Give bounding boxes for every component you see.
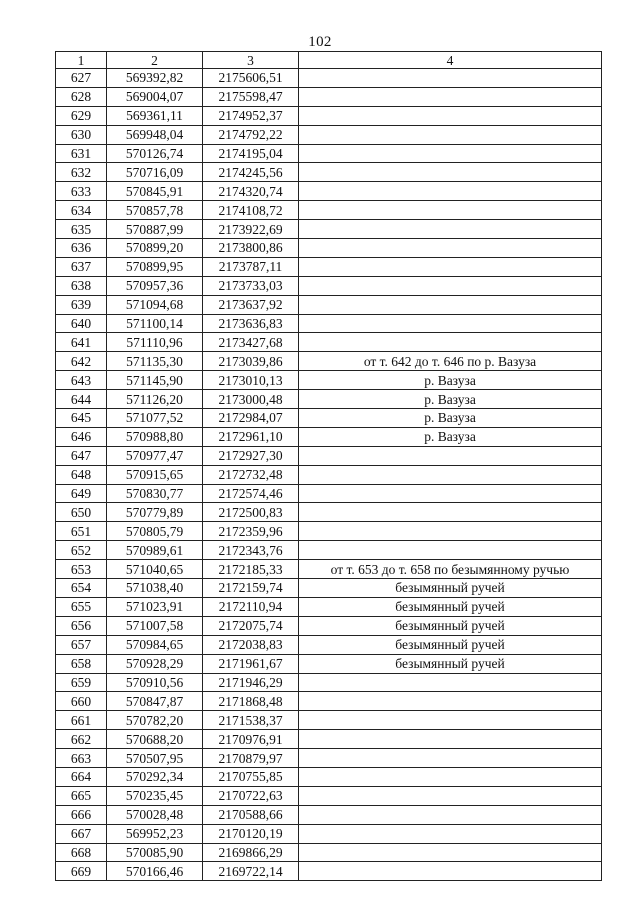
description-cell bbox=[299, 276, 602, 295]
description-cell: безымянный ручей bbox=[299, 635, 602, 654]
y-coordinate-cell: 2169866,29 bbox=[203, 843, 299, 862]
point-number-cell: 659 bbox=[56, 673, 107, 692]
x-coordinate-cell: 571100,14 bbox=[107, 314, 203, 333]
y-coordinate-cell: 2175598,47 bbox=[203, 87, 299, 106]
x-coordinate-cell: 570989,61 bbox=[107, 541, 203, 560]
table-row bbox=[56, 579, 602, 598]
x-coordinate-cell: 569948,04 bbox=[107, 125, 203, 144]
x-coordinate-cell: 570166,46 bbox=[107, 862, 203, 881]
description-cell: р. Вазуза bbox=[299, 427, 602, 446]
description-cell bbox=[299, 862, 602, 881]
table-row bbox=[56, 106, 602, 125]
y-coordinate-cell: 2173039,86 bbox=[203, 352, 299, 371]
table-row bbox=[56, 276, 602, 295]
x-coordinate-cell: 570085,90 bbox=[107, 843, 203, 862]
table-row bbox=[56, 125, 602, 144]
table-row bbox=[56, 805, 602, 824]
description-cell bbox=[299, 503, 602, 522]
x-coordinate-cell: 570857,78 bbox=[107, 201, 203, 220]
y-coordinate-cell: 2170120,19 bbox=[203, 824, 299, 843]
point-number-cell: 627 bbox=[56, 69, 107, 88]
description-cell bbox=[299, 333, 602, 352]
x-coordinate-cell: 570915,65 bbox=[107, 465, 203, 484]
point-number-cell: 657 bbox=[56, 635, 107, 654]
header-col-2: 2 bbox=[107, 52, 203, 69]
point-number-cell: 655 bbox=[56, 597, 107, 616]
description-cell bbox=[299, 220, 602, 239]
y-coordinate-cell: 2174320,74 bbox=[203, 182, 299, 201]
table-row bbox=[56, 767, 602, 786]
description-cell bbox=[299, 144, 602, 163]
description-cell bbox=[299, 824, 602, 843]
description-cell: р. Вазуза bbox=[299, 390, 602, 409]
y-coordinate-cell: 2172961,10 bbox=[203, 427, 299, 446]
y-coordinate-cell: 2171961,67 bbox=[203, 654, 299, 673]
y-coordinate-cell: 2174195,04 bbox=[203, 144, 299, 163]
description-cell bbox=[299, 749, 602, 768]
description-cell bbox=[299, 484, 602, 503]
point-number-cell: 648 bbox=[56, 465, 107, 484]
table-row bbox=[56, 182, 602, 201]
y-coordinate-cell: 2172159,74 bbox=[203, 579, 299, 598]
table-row bbox=[56, 541, 602, 560]
x-coordinate-cell: 571145,90 bbox=[107, 371, 203, 390]
page-number: 102 bbox=[308, 34, 332, 50]
point-number-cell: 667 bbox=[56, 824, 107, 843]
point-number-cell: 634 bbox=[56, 201, 107, 220]
point-number-cell: 640 bbox=[56, 314, 107, 333]
point-number-cell: 654 bbox=[56, 579, 107, 598]
description-cell: р. Вазуза bbox=[299, 371, 602, 390]
x-coordinate-cell: 570779,89 bbox=[107, 503, 203, 522]
point-number-cell: 629 bbox=[56, 106, 107, 125]
point-number-cell: 642 bbox=[56, 352, 107, 371]
x-coordinate-cell: 570847,87 bbox=[107, 692, 203, 711]
table-row bbox=[56, 503, 602, 522]
header-row bbox=[56, 52, 602, 69]
x-coordinate-cell: 571077,52 bbox=[107, 409, 203, 428]
table-row bbox=[56, 749, 602, 768]
point-number-cell: 638 bbox=[56, 276, 107, 295]
table-row bbox=[56, 786, 602, 805]
table-row bbox=[56, 69, 602, 88]
description-cell bbox=[299, 730, 602, 749]
table-header bbox=[56, 52, 602, 69]
description-cell: безымянный ручей bbox=[299, 597, 602, 616]
y-coordinate-cell: 2173800,86 bbox=[203, 239, 299, 258]
description-cell: безымянный ручей bbox=[299, 579, 602, 598]
x-coordinate-cell: 570716,09 bbox=[107, 163, 203, 182]
point-number-cell: 652 bbox=[56, 541, 107, 560]
x-coordinate-cell: 570845,91 bbox=[107, 182, 203, 201]
y-coordinate-cell: 2172500,83 bbox=[203, 503, 299, 522]
description-cell: безымянный ручей bbox=[299, 616, 602, 635]
table-row bbox=[56, 163, 602, 182]
point-number-cell: 664 bbox=[56, 767, 107, 786]
table-row bbox=[56, 333, 602, 352]
y-coordinate-cell: 2171946,29 bbox=[203, 673, 299, 692]
x-coordinate-cell: 570830,77 bbox=[107, 484, 203, 503]
description-cell bbox=[299, 692, 602, 711]
table-row bbox=[56, 239, 602, 258]
x-coordinate-cell: 570782,20 bbox=[107, 711, 203, 730]
x-coordinate-cell: 570977,47 bbox=[107, 446, 203, 465]
y-coordinate-cell: 2172075,74 bbox=[203, 616, 299, 635]
x-coordinate-cell: 570899,20 bbox=[107, 239, 203, 258]
description-cell: от т. 642 до т. 646 по р. Вазуза bbox=[299, 352, 602, 371]
x-coordinate-cell: 570928,29 bbox=[107, 654, 203, 673]
x-coordinate-cell: 570910,56 bbox=[107, 673, 203, 692]
point-number-cell: 653 bbox=[56, 560, 107, 579]
y-coordinate-cell: 2172927,30 bbox=[203, 446, 299, 465]
table-row bbox=[56, 654, 602, 673]
table-row bbox=[56, 862, 602, 881]
y-coordinate-cell: 2175606,51 bbox=[203, 69, 299, 88]
header-col-4: 4 bbox=[299, 52, 602, 69]
x-coordinate-cell: 571110,96 bbox=[107, 333, 203, 352]
description-cell bbox=[299, 446, 602, 465]
y-coordinate-cell: 2172359,96 bbox=[203, 522, 299, 541]
description-cell bbox=[299, 125, 602, 144]
table-row bbox=[56, 730, 602, 749]
y-coordinate-cell: 2171868,48 bbox=[203, 692, 299, 711]
table-row bbox=[56, 616, 602, 635]
y-coordinate-cell: 2171538,37 bbox=[203, 711, 299, 730]
table-row bbox=[56, 144, 602, 163]
table-row bbox=[56, 314, 602, 333]
point-number-cell: 660 bbox=[56, 692, 107, 711]
y-coordinate-cell: 2173787,11 bbox=[203, 257, 299, 276]
point-number-cell: 630 bbox=[56, 125, 107, 144]
y-coordinate-cell: 2174245,56 bbox=[203, 163, 299, 182]
point-number-cell: 656 bbox=[56, 616, 107, 635]
point-number-cell: 645 bbox=[56, 409, 107, 428]
description-cell bbox=[299, 201, 602, 220]
x-coordinate-cell: 569361,11 bbox=[107, 106, 203, 125]
table-row bbox=[56, 711, 602, 730]
table-body bbox=[56, 69, 602, 881]
description-cell bbox=[299, 767, 602, 786]
y-coordinate-cell: 2173636,83 bbox=[203, 314, 299, 333]
x-coordinate-cell: 571038,40 bbox=[107, 579, 203, 598]
x-coordinate-cell: 570507,95 bbox=[107, 749, 203, 768]
y-coordinate-cell: 2172185,33 bbox=[203, 560, 299, 579]
description-cell: от т. 653 до т. 658 по безымянному ручью bbox=[299, 560, 602, 579]
x-coordinate-cell: 571040,65 bbox=[107, 560, 203, 579]
header-col-3: 3 bbox=[203, 52, 299, 69]
x-coordinate-cell: 571094,68 bbox=[107, 295, 203, 314]
point-number-cell: 651 bbox=[56, 522, 107, 541]
point-number-cell: 663 bbox=[56, 749, 107, 768]
description-cell: р. Вазуза bbox=[299, 409, 602, 428]
x-coordinate-cell: 570984,65 bbox=[107, 635, 203, 654]
point-number-cell: 669 bbox=[56, 862, 107, 881]
y-coordinate-cell: 2173733,03 bbox=[203, 276, 299, 295]
y-coordinate-cell: 2170879,97 bbox=[203, 749, 299, 768]
table-row bbox=[56, 257, 602, 276]
point-number-cell: 636 bbox=[56, 239, 107, 258]
description-cell bbox=[299, 711, 602, 730]
description-cell bbox=[299, 541, 602, 560]
y-coordinate-cell: 2172732,48 bbox=[203, 465, 299, 484]
table-row bbox=[56, 201, 602, 220]
y-coordinate-cell: 2174108,72 bbox=[203, 201, 299, 220]
table-row bbox=[56, 409, 602, 428]
description-cell: безымянный ручей bbox=[299, 654, 602, 673]
description-cell bbox=[299, 843, 602, 862]
x-coordinate-cell: 570028,48 bbox=[107, 805, 203, 824]
table-row bbox=[56, 484, 602, 503]
description-cell bbox=[299, 805, 602, 824]
table-row bbox=[56, 220, 602, 239]
y-coordinate-cell: 2173922,69 bbox=[203, 220, 299, 239]
point-number-cell: 658 bbox=[56, 654, 107, 673]
x-coordinate-cell: 570988,80 bbox=[107, 427, 203, 446]
description-cell bbox=[299, 182, 602, 201]
description-cell bbox=[299, 786, 602, 805]
coordinates-table bbox=[55, 51, 602, 881]
y-coordinate-cell: 2172110,94 bbox=[203, 597, 299, 616]
header-col-1: 1 bbox=[56, 52, 107, 69]
x-coordinate-cell: 571007,58 bbox=[107, 616, 203, 635]
table-row bbox=[56, 597, 602, 616]
y-coordinate-cell: 2174952,37 bbox=[203, 106, 299, 125]
y-coordinate-cell: 2173427,68 bbox=[203, 333, 299, 352]
point-number-cell: 649 bbox=[56, 484, 107, 503]
x-coordinate-cell: 570887,99 bbox=[107, 220, 203, 239]
x-coordinate-cell: 570235,45 bbox=[107, 786, 203, 805]
table-row bbox=[56, 427, 602, 446]
x-coordinate-cell: 569392,82 bbox=[107, 69, 203, 88]
x-coordinate-cell: 571023,91 bbox=[107, 597, 203, 616]
point-number-cell: 641 bbox=[56, 333, 107, 352]
x-coordinate-cell: 570805,79 bbox=[107, 522, 203, 541]
table-row bbox=[56, 560, 602, 579]
x-coordinate-cell: 570957,36 bbox=[107, 276, 203, 295]
point-number-cell: 635 bbox=[56, 220, 107, 239]
y-coordinate-cell: 2172984,07 bbox=[203, 409, 299, 428]
table-row bbox=[56, 371, 602, 390]
point-number-cell: 666 bbox=[56, 805, 107, 824]
y-coordinate-cell: 2170755,85 bbox=[203, 767, 299, 786]
x-coordinate-cell: 569004,07 bbox=[107, 87, 203, 106]
table-row bbox=[56, 390, 602, 409]
point-number-cell: 639 bbox=[56, 295, 107, 314]
x-coordinate-cell: 570688,20 bbox=[107, 730, 203, 749]
table-row bbox=[56, 635, 602, 654]
point-number-cell: 650 bbox=[56, 503, 107, 522]
table-row bbox=[56, 692, 602, 711]
point-number-cell: 646 bbox=[56, 427, 107, 446]
table-row bbox=[56, 352, 602, 371]
y-coordinate-cell: 2173000,48 bbox=[203, 390, 299, 409]
y-coordinate-cell: 2172038,83 bbox=[203, 635, 299, 654]
point-number-cell: 662 bbox=[56, 730, 107, 749]
y-coordinate-cell: 2172574,46 bbox=[203, 484, 299, 503]
y-coordinate-cell: 2173637,92 bbox=[203, 295, 299, 314]
point-number-cell: 631 bbox=[56, 144, 107, 163]
table-row bbox=[56, 446, 602, 465]
point-number-cell: 633 bbox=[56, 182, 107, 201]
x-coordinate-cell: 569952,23 bbox=[107, 824, 203, 843]
y-coordinate-cell: 2172343,76 bbox=[203, 541, 299, 560]
table-row bbox=[56, 824, 602, 843]
point-number-cell: 632 bbox=[56, 163, 107, 182]
y-coordinate-cell: 2170588,66 bbox=[203, 805, 299, 824]
y-coordinate-cell: 2174792,22 bbox=[203, 125, 299, 144]
description-cell bbox=[299, 295, 602, 314]
point-number-cell: 637 bbox=[56, 257, 107, 276]
x-coordinate-cell: 570126,74 bbox=[107, 144, 203, 163]
description-cell bbox=[299, 163, 602, 182]
x-coordinate-cell: 570899,95 bbox=[107, 257, 203, 276]
point-number-cell: 661 bbox=[56, 711, 107, 730]
description-cell bbox=[299, 314, 602, 333]
description-cell bbox=[299, 465, 602, 484]
x-coordinate-cell: 571135,30 bbox=[107, 352, 203, 371]
description-cell bbox=[299, 87, 602, 106]
description-cell bbox=[299, 257, 602, 276]
table-row bbox=[56, 673, 602, 692]
description-cell bbox=[299, 106, 602, 125]
description-cell bbox=[299, 239, 602, 258]
y-coordinate-cell: 2170976,91 bbox=[203, 730, 299, 749]
y-coordinate-cell: 2170722,63 bbox=[203, 786, 299, 805]
point-number-cell: 647 bbox=[56, 446, 107, 465]
x-coordinate-cell: 571126,20 bbox=[107, 390, 203, 409]
y-coordinate-cell: 2169722,14 bbox=[203, 862, 299, 881]
table-row bbox=[56, 522, 602, 541]
point-number-cell: 643 bbox=[56, 371, 107, 390]
x-coordinate-cell: 570292,34 bbox=[107, 767, 203, 786]
table-row bbox=[56, 843, 602, 862]
description-cell bbox=[299, 69, 602, 88]
point-number-cell: 628 bbox=[56, 87, 107, 106]
table-row bbox=[56, 465, 602, 484]
table-row bbox=[56, 87, 602, 106]
description-cell bbox=[299, 522, 602, 541]
point-number-cell: 668 bbox=[56, 843, 107, 862]
point-number-cell: 644 bbox=[56, 390, 107, 409]
table-row bbox=[56, 295, 602, 314]
description-cell bbox=[299, 673, 602, 692]
point-number-cell: 665 bbox=[56, 786, 107, 805]
y-coordinate-cell: 2173010,13 bbox=[203, 371, 299, 390]
